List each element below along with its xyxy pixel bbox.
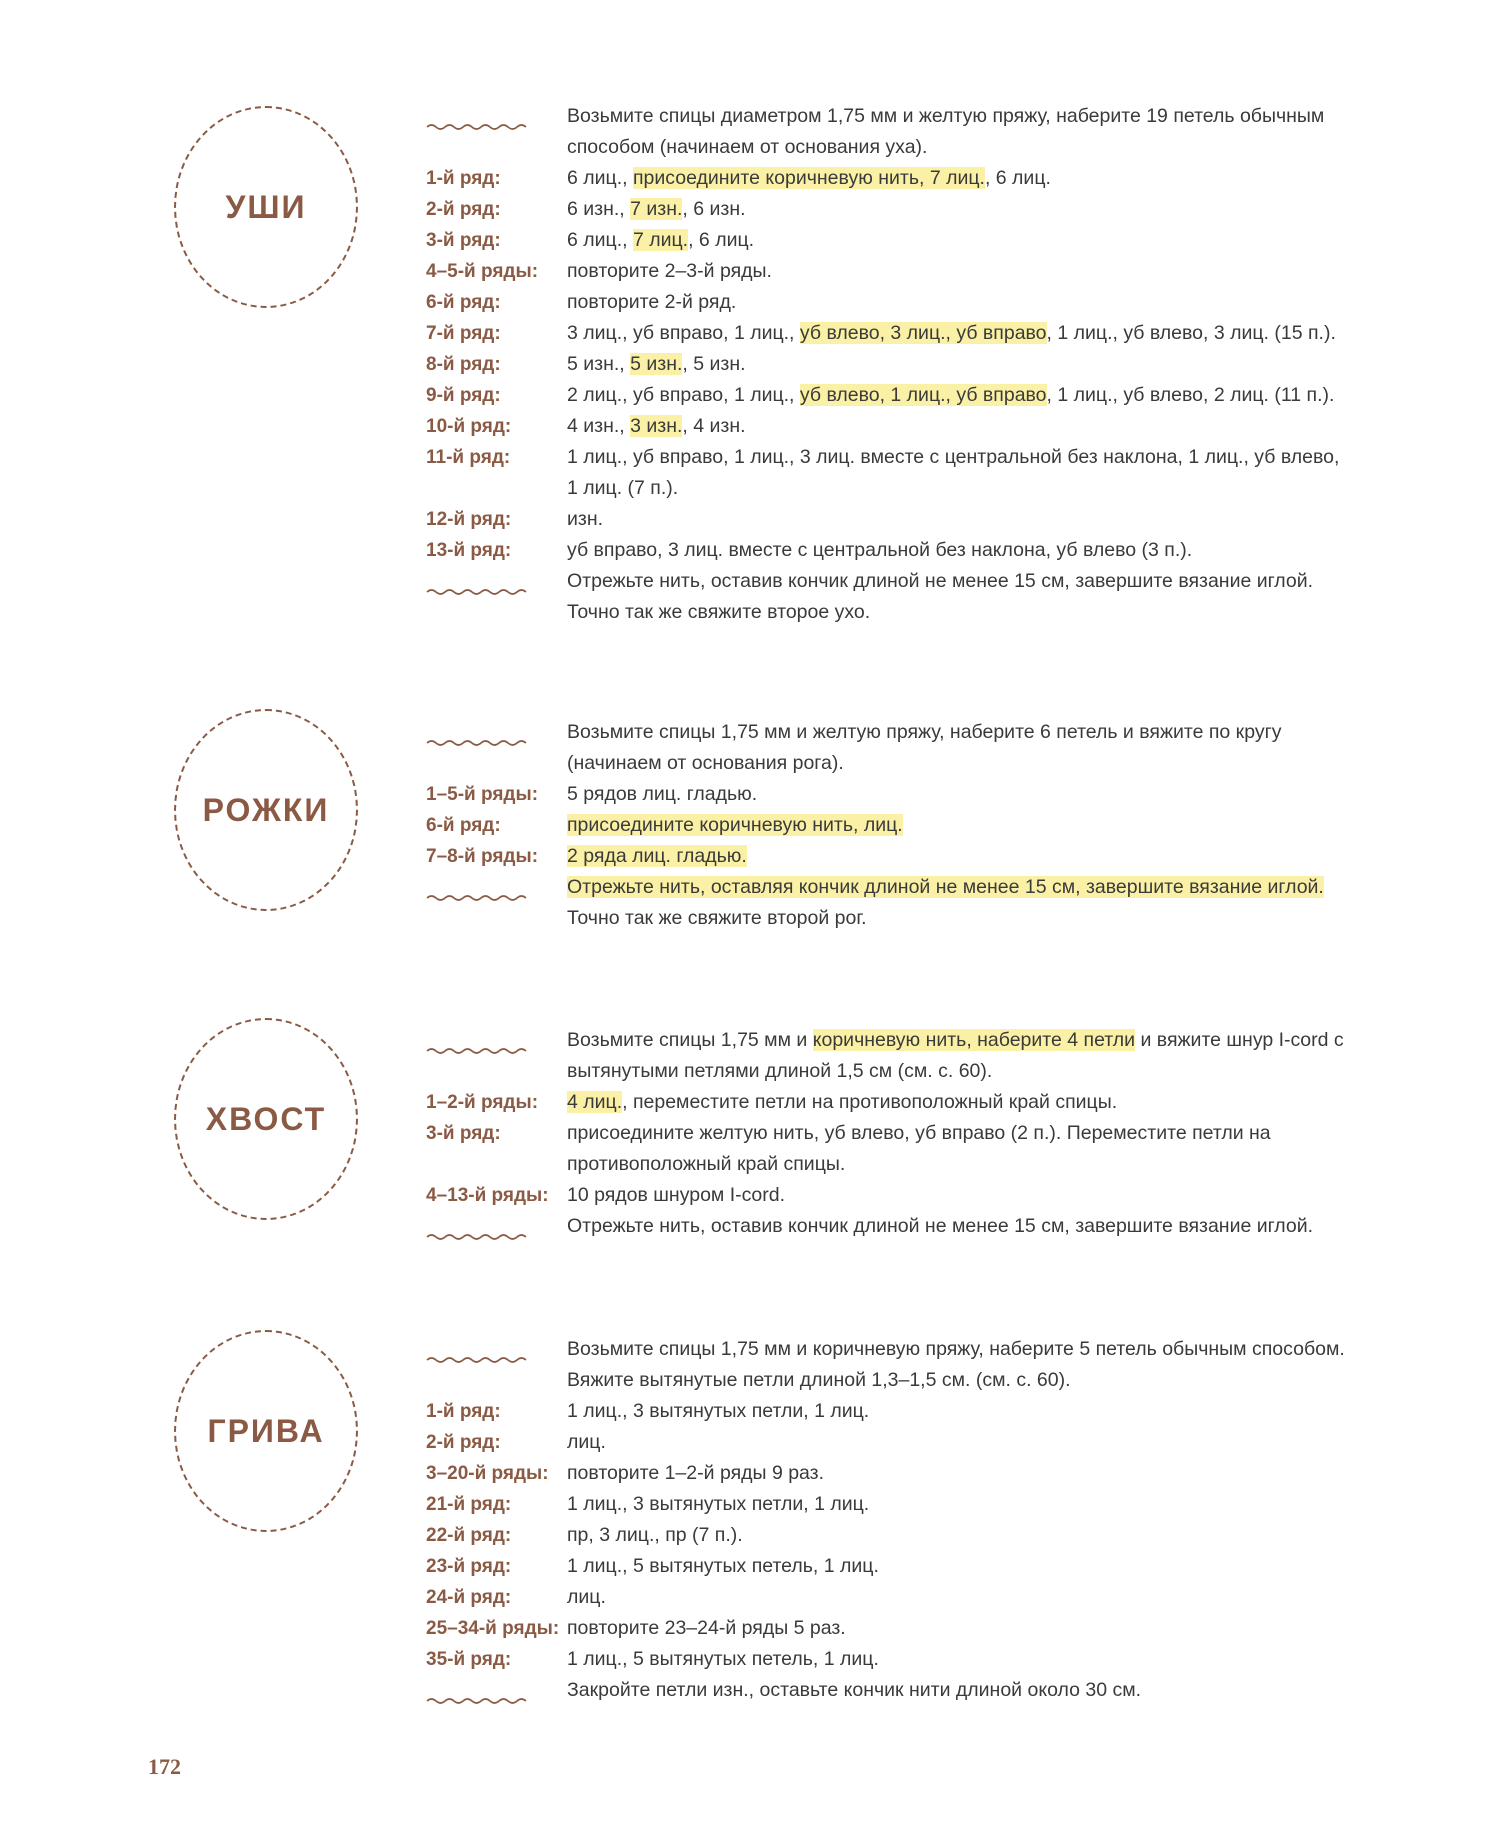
wave-divider (426, 1675, 567, 1716)
text-part: 5 изн., (567, 353, 631, 375)
text-part: Закройте петли изн., оставьте кончик нити длиной около 30 см. (567, 1679, 1142, 1701)
row-label: 4–13-й ряды: (426, 1185, 549, 1206)
row-text (567, 256, 1346, 287)
text-part: , 6 изн. (682, 198, 746, 220)
highlighted-text: Отрежьте нить, оставляя кончик длиной не менее 15 см, завершите вязание иглой. (567, 876, 1324, 898)
row-label: 10-й ряд: (426, 416, 512, 437)
row-text (567, 101, 1346, 163)
row-text (567, 349, 1346, 380)
row-label: 2-й ряд: (426, 1432, 501, 1453)
row-label: 7–8-й ряды: (426, 846, 539, 867)
row-text (567, 566, 1346, 628)
instruction-row (426, 349, 1346, 380)
instruction-row (426, 1180, 1346, 1211)
text-part: , переместите петли на противоположный край спицы. (622, 1091, 1118, 1113)
row-text (567, 1025, 1346, 1087)
row-label: 1–5-й ряды: (426, 784, 539, 805)
highlighted-text: 4 лиц. (567, 1091, 623, 1113)
instruction-row (426, 287, 1346, 318)
highlighted-text: уб влево, 1 лиц., уб вправо (799, 384, 1047, 406)
text-part: 2 лиц., уб вправо, 1 лиц., (567, 384, 800, 406)
instruction-row (426, 717, 1346, 779)
row-text (567, 1087, 1346, 1118)
row-label: 2-й ряд: (426, 199, 501, 220)
instruction-row (426, 872, 1346, 934)
row-text (567, 287, 1346, 318)
text-part: повторите 23–24-й ряды 5 раз. (567, 1617, 846, 1639)
row-label: 1-й ряд: (426, 1401, 501, 1422)
text-part: присоедините желтую нить, уб влево, уб вправо (2 п.). Переместите петли на противоположный край спицы. (567, 1122, 1271, 1175)
row-text (567, 194, 1346, 225)
text-part: 5 рядов лиц. гладью. (567, 783, 758, 805)
section-title: ХВОСТ (205, 1100, 327, 1137)
instruction-row (426, 101, 1346, 163)
instruction-row (426, 1675, 1346, 1716)
text-part: Отрежьте нить, оставив кончик длиной не менее 15 см, завершите вязание иглой. (567, 1215, 1314, 1237)
row-label: 12-й ряд: (426, 509, 512, 530)
text-part: , 6 лиц. (688, 229, 755, 251)
section-title: ГРИВА (207, 1412, 325, 1449)
instruction-row (426, 380, 1346, 411)
instruction-row (426, 1025, 1346, 1087)
text-part: , 5 изн. (682, 353, 746, 375)
instruction-row (426, 1613, 1346, 1644)
row-label: 3-й ряд: (426, 230, 501, 251)
instruction-row (426, 1582, 1346, 1613)
instruction-row (426, 779, 1346, 810)
instruction-list (426, 101, 1346, 628)
instruction-row (426, 411, 1346, 442)
row-text (567, 1180, 1346, 1211)
row-label: 6-й ряд: (426, 292, 501, 313)
instruction-row (426, 1489, 1346, 1520)
text-part: уб вправо, 3 лиц. вместе с центральной без наклона, уб влево (3 п.). (567, 539, 1193, 561)
wave-icon (426, 111, 567, 142)
row-label: 22-й ряд: (426, 1525, 512, 1546)
text-part: пр, 3 лиц., пр (7 п.). (567, 1524, 743, 1546)
text-part: Отрежьте нить, оставив кончик длиной не менее 15 см, завершите вязание иглой. Точно так же свяжите второе ухо. (567, 570, 1314, 623)
highlighted-text: коричневую нить, наберите 4 петли (812, 1029, 1136, 1051)
row-label: 24-й ряд: (426, 1587, 512, 1608)
instruction-row (426, 1396, 1346, 1427)
row-text (567, 318, 1346, 349)
row-text (567, 411, 1346, 442)
row-label: 35-й ряд: (426, 1649, 512, 1670)
section-title-circle (174, 1018, 358, 1220)
instruction-row (426, 535, 1346, 566)
instruction-list (426, 1025, 1346, 1252)
text-part: 6 лиц., (567, 229, 633, 251)
text-part: повторите 2–3-й ряды. (567, 260, 772, 282)
wave-icon (426, 1685, 567, 1716)
wave-divider (426, 101, 567, 142)
row-text (567, 1551, 1346, 1582)
row-text (567, 841, 1346, 872)
instruction-list (426, 717, 1346, 934)
text-part: повторите 2-й ряд. (567, 291, 737, 313)
row-label: 23-й ряд: (426, 1556, 512, 1577)
wave-icon (426, 727, 567, 758)
instruction-row (426, 442, 1346, 504)
wave-divider (426, 872, 567, 913)
highlighted-text: 7 изн. (630, 198, 683, 220)
instruction-row (426, 225, 1346, 256)
row-text (567, 1211, 1346, 1242)
row-text (567, 1489, 1346, 1520)
text-part: 1 лиц., 3 вытянутых петли, 1 лиц. (567, 1493, 870, 1515)
row-text (567, 779, 1346, 810)
text-part: 6 лиц., (567, 167, 633, 189)
row-text (567, 1644, 1346, 1675)
row-text (567, 225, 1346, 256)
instruction-row (426, 566, 1346, 628)
text-part: , 1 лиц., уб влево, 2 лиц. (11 п.). (1046, 384, 1335, 406)
instruction-row (426, 841, 1346, 872)
row-label: 1-й ряд: (426, 168, 501, 189)
text-part: Возьмите спицы диаметром 1,75 мм и желтую пряжу, наберите 19 петель обычным способом (начинаем от основания уха). (567, 105, 1325, 158)
instruction-row (426, 256, 1346, 287)
text-part: 1 лиц., 5 вытянутых петель, 1 лиц. (567, 1555, 879, 1577)
row-text (567, 504, 1346, 535)
section-title-circle (174, 1330, 358, 1532)
highlighted-text: присоедините коричневую нить, лиц. (567, 814, 903, 836)
text-part: , 6 лиц. (984, 167, 1051, 189)
section-title-circle (174, 709, 358, 911)
text-part: Возьмите спицы 1,75 мм и (567, 1029, 813, 1051)
wave-divider (426, 1211, 567, 1252)
text-part: лиц. (567, 1586, 606, 1608)
instruction-row (426, 1211, 1346, 1252)
row-text (567, 1427, 1346, 1458)
text-part: повторите 1–2-й ряды 9 раз. (567, 1462, 825, 1484)
row-label: 11-й ряд: (426, 447, 511, 468)
row-label: 1–2-й ряды: (426, 1092, 539, 1113)
row-label: 8-й ряд: (426, 354, 501, 375)
row-label: 21-й ряд: (426, 1494, 512, 1515)
row-text (567, 872, 1346, 934)
wave-icon (426, 882, 567, 913)
instruction-row (426, 318, 1346, 349)
section-title-circle (174, 106, 358, 308)
text-part: лиц. (567, 1431, 606, 1453)
row-text (567, 1675, 1346, 1706)
text-part: 1 лиц., 5 вытянутых петель, 1 лиц. (567, 1648, 879, 1670)
wave-divider (426, 717, 567, 758)
highlighted-text: 2 ряда лиц. гладью. (567, 845, 747, 867)
row-label: 4–5-й ряды: (426, 261, 539, 282)
row-text (567, 1458, 1346, 1489)
wave-icon (426, 1221, 567, 1252)
instruction-row (426, 1551, 1346, 1582)
wave-divider (426, 566, 567, 607)
instruction-row (426, 1520, 1346, 1551)
instruction-row (426, 163, 1346, 194)
row-text (567, 717, 1346, 779)
text-part: 4 изн., (567, 415, 631, 437)
text-part: , 1 лиц., уб влево, 3 лиц. (15 п.). (1046, 322, 1336, 344)
row-text (567, 1613, 1346, 1644)
instruction-list (426, 1334, 1346, 1716)
wave-divider (426, 1334, 567, 1375)
text-part: изн. (567, 508, 604, 530)
row-text (567, 380, 1346, 411)
row-text (567, 535, 1346, 566)
row-text (567, 1118, 1346, 1180)
row-label: 7-й ряд: (426, 323, 501, 344)
text-part: и вяжите шнур I-cord с вытянутыми петлями длиной 1,5 см (см. с. 60). (567, 1029, 1344, 1082)
row-text (567, 1520, 1346, 1551)
text-part: 1 лиц., 3 вытянутых петли, 1 лиц. (567, 1400, 870, 1422)
row-label: 3-й ряд: (426, 1123, 501, 1144)
row-text (567, 1582, 1346, 1613)
text-part: 3 лиц., уб вправо, 1 лиц., (567, 322, 800, 344)
highlighted-text: уб влево, 3 лиц., уб вправо (799, 322, 1047, 344)
section-title: РОЖКИ (202, 791, 330, 828)
row-label: 3–20-й ряды: (426, 1463, 549, 1484)
row-text (567, 442, 1346, 504)
row-label: 9-й ряд: (426, 385, 501, 406)
row-label: 13-й ряд: (426, 540, 512, 561)
wave-icon (426, 1344, 567, 1375)
instruction-row (426, 504, 1346, 535)
row-label: 25–34-й ряды: (426, 1618, 560, 1639)
text-part: Возьмите спицы 1,75 мм и желтую пряжу, наберите 6 петель и вяжите по кругу (начинаем от основания рога). (567, 721, 1282, 774)
row-text (567, 1334, 1346, 1396)
instruction-row (426, 1334, 1346, 1396)
highlighted-text: 5 изн. (630, 353, 683, 375)
highlighted-text: 7 лиц. (632, 229, 689, 251)
instruction-row (426, 1427, 1346, 1458)
text-part: 10 рядов шнуром I-cord. (567, 1184, 786, 1206)
instruction-row (426, 194, 1346, 225)
row-text (567, 163, 1346, 194)
page-number: 172 (148, 1754, 181, 1779)
text-part: Возьмите спицы 1,75 мм и коричневую пряжу, наберите 5 петель обычным способом. Вяжите вытянутые петли длиной 1,3–1,5 см. (см. с. 60). (567, 1338, 1345, 1391)
wave-icon (426, 576, 567, 607)
wave-icon (426, 1035, 567, 1066)
wave-divider (426, 1025, 567, 1066)
row-text (567, 1396, 1346, 1427)
text-part: Точно так же свяжите второй рог. (567, 907, 867, 929)
row-label: 6-й ряд: (426, 815, 501, 836)
row-text (567, 810, 1346, 841)
highlighted-text: присоедините коричневую нить, 7 лиц. (632, 167, 985, 189)
instruction-row (426, 1118, 1346, 1180)
text-part: 1 лиц., уб вправо, 1 лиц., 3 лиц. вместе с центральной без наклона, 1 лиц., уб влево, 1 лиц. (7 п.). (567, 446, 1340, 499)
section-title: УШИ (225, 188, 307, 225)
text-part: 6 изн., (567, 198, 631, 220)
highlighted-text: 3 изн. (630, 415, 683, 437)
instruction-row (426, 1644, 1346, 1675)
instruction-row (426, 1458, 1346, 1489)
instruction-row (426, 810, 1346, 841)
text-part: , 4 изн. (682, 415, 746, 437)
instruction-row (426, 1087, 1346, 1118)
